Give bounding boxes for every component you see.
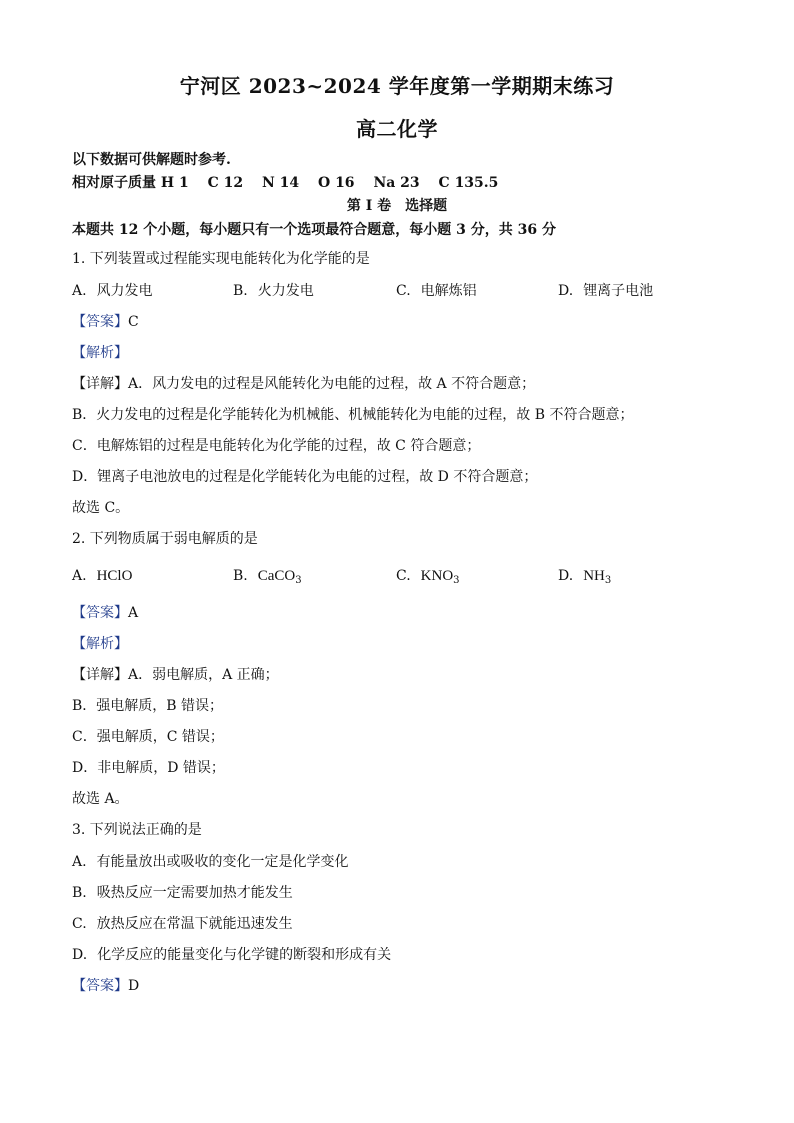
- exam-subject: 高二化学: [356, 117, 438, 141]
- mass-h: H 1: [160, 175, 189, 191]
- mass-n: N 14: [261, 175, 300, 191]
- question-2-stem: 2. 下列物质属于弱电解质的是: [72, 531, 258, 547]
- question-3-answer: 【答案】D: [72, 978, 140, 994]
- question-1-detail-b: B．火力发电的过程是化学能转化为机械能、机械能转化为电能的过程，故 B 不符合题意；: [72, 407, 634, 423]
- question-1-analysis-tag: 【解析】: [72, 345, 128, 361]
- question-1-option-c: C. 电解炼铝: [396, 283, 477, 299]
- question-3-stem: 3. 下列说法正确的是: [72, 822, 202, 838]
- reference-note: 以下数据可供解题时参考.: [72, 152, 231, 168]
- question-2-detail-d: D．非电解质，D 错误；: [72, 760, 225, 776]
- question-1-detail-a: 【详解】A．风力发电的过程是风能转化为电能的过程，故 A 不符合题意；: [72, 376, 536, 392]
- question-3-option-b: B. 吸热反应一定需要加热才能发生: [72, 885, 293, 901]
- question-3-option-c: C. 放热反应在常温下就能迅速发生: [72, 916, 293, 932]
- question-2-analysis-tag: 【解析】: [72, 636, 128, 652]
- mass-na: Na 23: [373, 175, 420, 191]
- question-1-detail-d: D．锂离子电池放电的过程是化学能转化为电能的过程，故 D 不符合题意；: [72, 469, 538, 485]
- question-1-stem: 1. 下列装置或过程能实现电能转化为化学能的是: [72, 251, 370, 267]
- atomic-mass-line: [72, 174, 498, 192]
- mass-c: C 12: [207, 175, 244, 191]
- question-2-option-b: B. CaCO$_3$: [233, 568, 302, 586]
- question-1-detail-c: C．电解炼铝的过程是电能转化为化学能的过程，故 C 符合题意；: [72, 438, 481, 454]
- question-2-detail-a: 【详解】A．弱电解质，A 正确；: [72, 667, 279, 683]
- question-1-option-d: D. 锂离子电池: [558, 283, 654, 299]
- exam-title: 宁河区 2023~2024 学年度第一学期期末练习: [179, 74, 615, 98]
- question-2-conclusion: 故选 A。: [72, 791, 129, 807]
- question-2-detail-b: B．强电解质，B 错误；: [72, 698, 224, 714]
- mass-cl: C 135.5: [438, 175, 499, 191]
- question-1-conclusion: 故选 C。: [72, 500, 130, 516]
- section-instructions: 本题共 12 个小题，每小题只有一个选项最符合题意，每小题 3 分，共 36 分: [72, 222, 556, 238]
- question-2-detail-c: C．强电解质，C 错误；: [72, 729, 224, 745]
- question-3-option-a: A. 有能量放出或吸收的变化一定是化学变化: [72, 854, 349, 870]
- question-2-option-d: D. $NH_3$: [558, 568, 612, 586]
- question-2-answer: 【答案】A: [72, 605, 139, 621]
- atomic-mass-label: 相对原子质量: [72, 175, 156, 191]
- question-3-option-d: D. 化学反应的能量变化与化学键的断裂和形成有关: [72, 947, 392, 963]
- question-1-option-a: A. 风力发电: [72, 283, 153, 299]
- question-2-option-a: A. HClO: [72, 568, 133, 584]
- question-2-option-c: C. $KNO_3$: [396, 568, 460, 586]
- question-1-answer: 【答案】C: [72, 314, 139, 330]
- mass-o: O 16: [318, 175, 355, 191]
- question-1-option-b: B. 火力发电: [233, 283, 314, 299]
- section-title: 第 I 卷 选择题: [346, 198, 448, 214]
